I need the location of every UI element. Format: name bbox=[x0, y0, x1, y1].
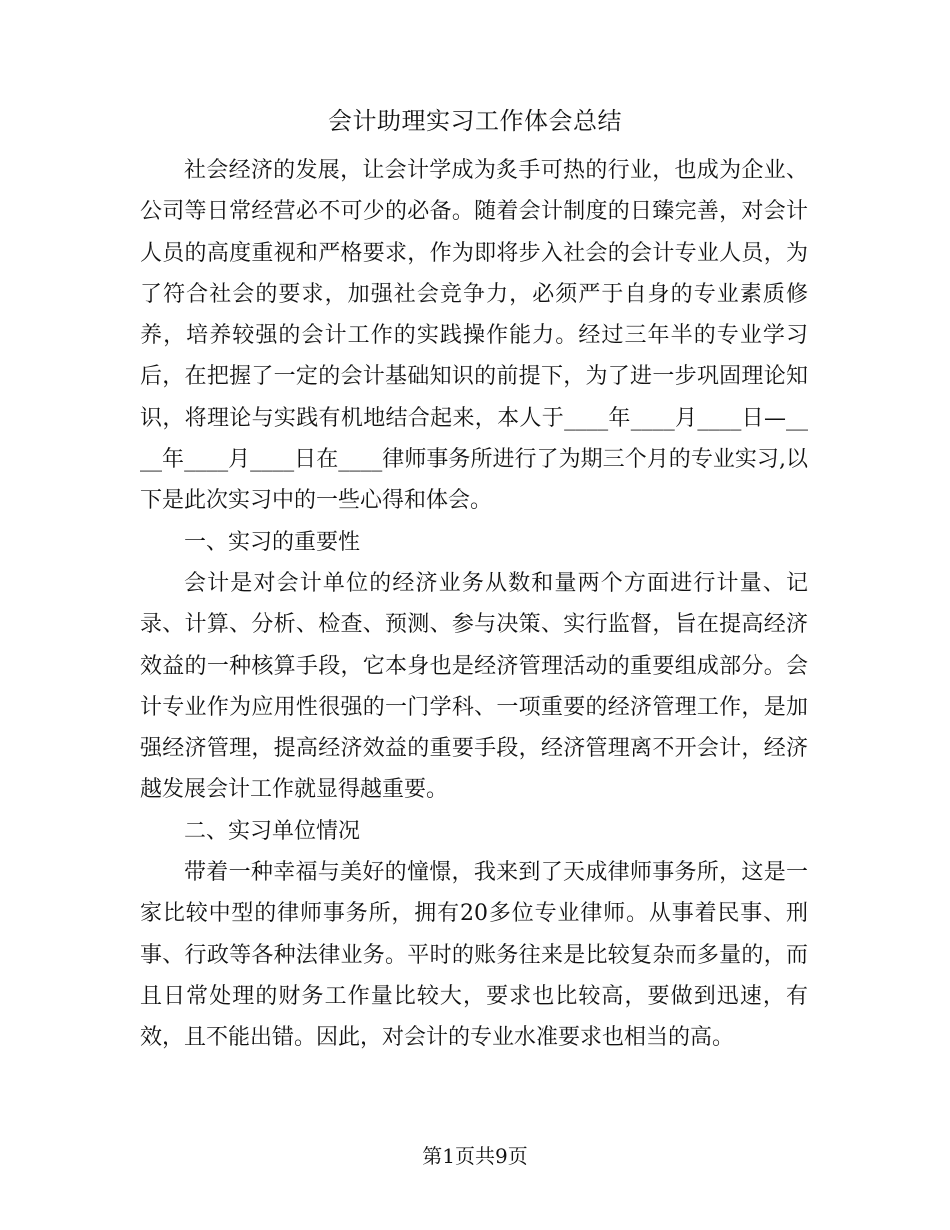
section-heading-unit: 二、实习单位情况 bbox=[184, 818, 361, 844]
page-number: 第1页共9页 bbox=[422, 1144, 528, 1168]
paragraph-importance: 会计是对会计单位的经济业务从数和量两个方面进行计量、记录、计算、分析、检查、预测、参与决策、实行监督，旨在提高经济效益的一种核算手段，它本身也是经济管理活动的重要组成部分。会计专业作为应用性很强的一门学科、一项重要的经济管理工作，是加强经济管理，提高经济效益的重要手段，经济管理离不开会计，经济越发展会计工作就显得越重要。 bbox=[140, 570, 808, 803]
document-title: 会计助理实习工作体会总结 bbox=[328, 107, 622, 135]
paragraph-unit: 带着一种幸福与美好的憧憬，我来到了天成律师事务所，这是一家比较中型的律师事务所，拥有20多位专业律师。从事着民事、刑事、行政等各种法律业务。平时的账务往来是比较复杂而多量的，而且日常处理的财务工作量比较大，要求也比较高，要做到迅速，有效，且不能出错。因此，对会计的专业水准要求也相当的高。 bbox=[140, 860, 808, 1051]
document-body bbox=[140, 150, 808, 1059]
section-heading-importance: 一、实习的重要性 bbox=[184, 529, 361, 555]
paragraph-intro: 社会经济的发展，让会计学成为炙手可热的行业，也成为企业、公司等日常经营必不可少的必备。随着会计制度的日臻完善，对会计人员的高度重视和严格要求，作为即将步入社会的会计专业人员，为了符合社会的要求，加强社会竞争力，必须严于自身的专业素质修养，培养较强的会计工作的实践操作能力。经过三年半的专业学习后，在把握了一定的会计基础知识的前提下，为了进一步巩固理论知识，将理论与实践有机地结合起来，本人于____年____月____日—____年____月____日在____律师事务所进行了为期三个月的专业实习,以下是此次实习中的一些心得和体会。 bbox=[140, 158, 808, 514]
